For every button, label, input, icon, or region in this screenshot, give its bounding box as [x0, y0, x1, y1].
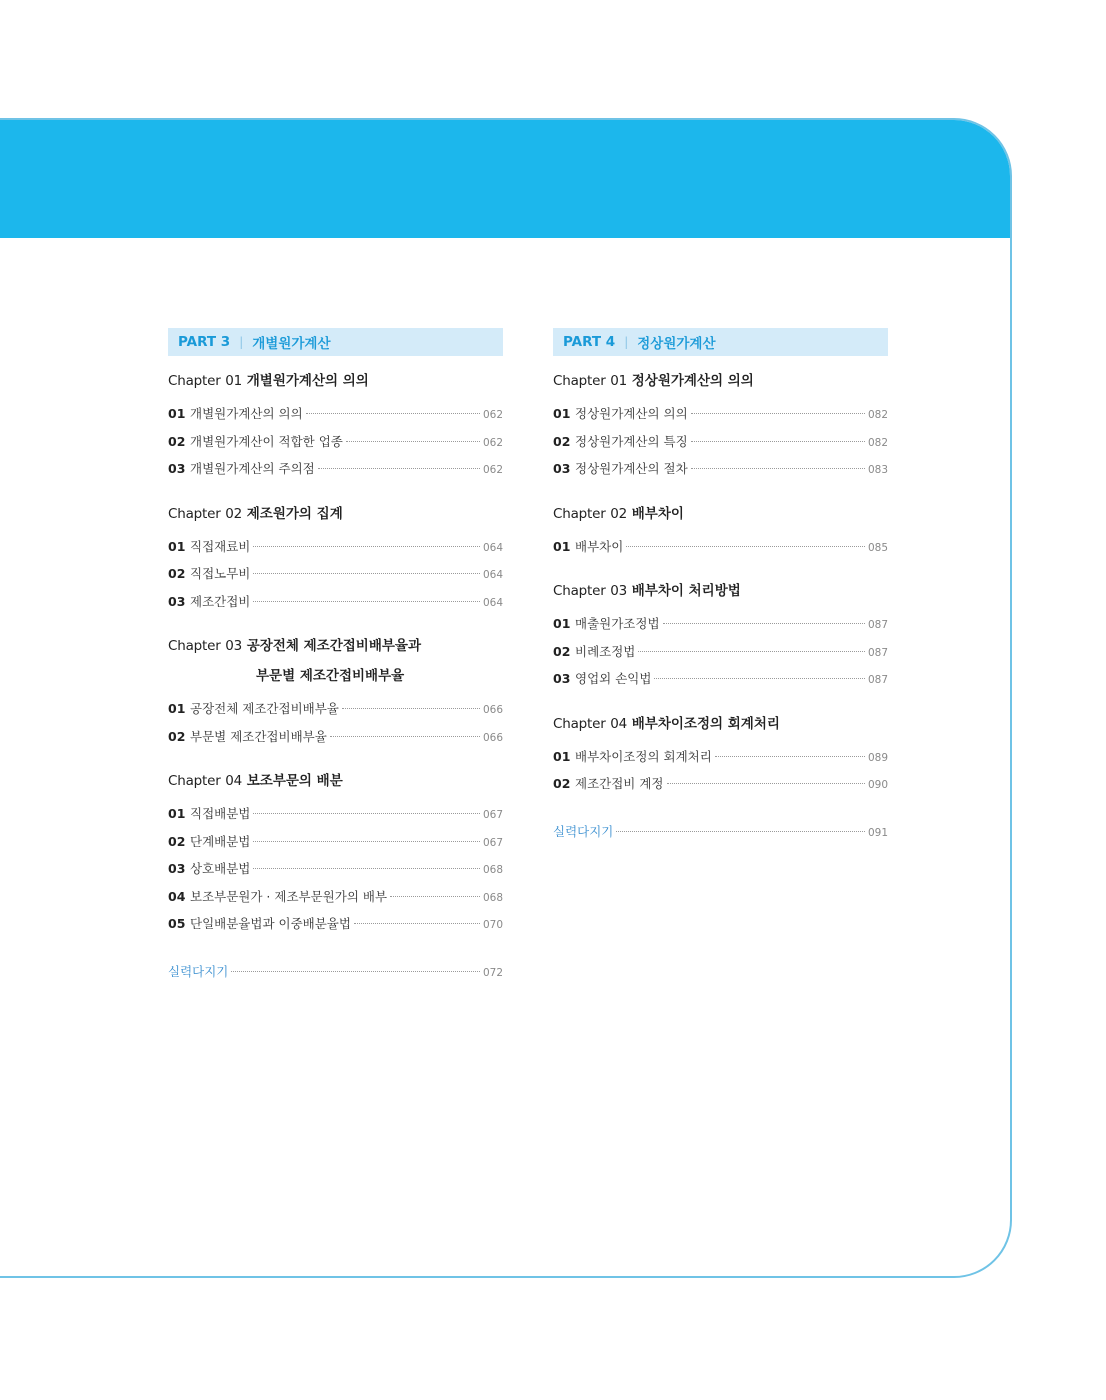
entry-page: 062 [482, 464, 503, 476]
chapter-number: 03 [225, 638, 243, 654]
chapter [553, 715, 888, 798]
chapter-word: Chapter [168, 638, 221, 654]
chapter-word: Chapter [553, 505, 606, 522]
chapter-title [168, 637, 503, 685]
entry-label: 배부차이조정의 회계처리 [575, 748, 712, 764]
entry-number: 04 [168, 888, 186, 904]
chapter-word: Chapter [168, 773, 221, 789]
entry-number: 01 [553, 406, 571, 421]
entry-label: 단계배분법 [190, 833, 251, 849]
entry-label: 정상원가계산의 의의 [575, 406, 688, 421]
chapter [553, 372, 888, 483]
toc-entry[interactable] [168, 910, 503, 938]
chapter-number: 04 [225, 773, 243, 789]
entry-page: 083 [867, 464, 888, 476]
entry-page: 085 [867, 541, 888, 554]
part-label: PART 4 [563, 334, 616, 350]
dot-leader [654, 678, 865, 679]
chapter-heading: 제조원가의 집계 [246, 505, 343, 522]
dot-leader [231, 971, 480, 972]
dot-leader [691, 441, 865, 442]
entry-page: 082 [867, 409, 888, 421]
chapter-heading: 배부차이 [631, 505, 684, 522]
toc-entry[interactable] [168, 455, 503, 483]
dot-leader [663, 623, 865, 624]
entry-number: 01 [553, 748, 571, 764]
entry-label: 제조간접비 [190, 593, 251, 609]
entry-label: 정상원가계산의 절차 [575, 461, 688, 476]
entry-page: 070 [482, 919, 503, 931]
toc-entry[interactable] [168, 883, 503, 911]
entry-number: 03 [553, 461, 571, 476]
entry-page: 068 [482, 891, 503, 904]
toc-entry[interactable] [553, 610, 888, 638]
entry-page: 062 [482, 409, 503, 421]
chapter-title [553, 582, 888, 600]
chapter-heading: 정상원가계산의 의의 [631, 373, 754, 389]
dot-leader [691, 468, 865, 469]
chapter-number: 01 [610, 373, 628, 389]
dot-leader [691, 413, 865, 414]
chapter-title [168, 772, 503, 790]
entry-page: 067 [482, 809, 503, 821]
entry-page: 066 [482, 704, 503, 716]
entry-label: 배부차이 [575, 538, 624, 554]
chapter [553, 505, 888, 561]
entry-page: 064 [482, 596, 503, 609]
entry-page: 067 [482, 836, 503, 849]
header-band [0, 120, 1010, 238]
dot-leader [330, 736, 480, 737]
toc-entry[interactable] [168, 695, 503, 723]
toc-entry[interactable] [553, 665, 888, 693]
entry-label: 부문별 제조간접비배부율 [190, 728, 327, 744]
part-header [168, 328, 503, 356]
dot-leader [667, 783, 865, 784]
toc-entry[interactable] [168, 723, 503, 751]
entry-page: 068 [482, 864, 503, 876]
toc-entry[interactable] [168, 533, 503, 561]
dot-leader [253, 601, 480, 602]
dot-leader [354, 923, 480, 924]
dot-leader [253, 841, 480, 842]
dot-leader [626, 546, 865, 547]
entry-number: 01 [168, 406, 186, 421]
entry-number: 01 [168, 806, 186, 821]
part-header [553, 328, 888, 356]
practice-page: 072 [482, 966, 503, 979]
part-separator: | [239, 335, 244, 349]
practice-entry[interactable] [168, 960, 503, 984]
chapter [168, 637, 503, 750]
chapter-heading: 개별원가계산의 의의 [246, 373, 369, 389]
part-label: PART 3 [178, 334, 231, 350]
entry-label: 개별원가계산이 적합한 업종 [190, 433, 343, 449]
entry-label: 상호배분법 [190, 861, 251, 876]
entry-number: 05 [168, 916, 186, 931]
chapter-word: Chapter [553, 715, 606, 732]
chapter-word: Chapter [553, 373, 606, 389]
toc-entry[interactable] [553, 638, 888, 666]
entry-page: 082 [867, 436, 888, 449]
practice-page: 091 [867, 826, 888, 839]
toc-entry[interactable] [168, 828, 503, 856]
dot-leader [616, 831, 865, 832]
dot-leader [253, 868, 480, 869]
entry-number: 03 [168, 461, 186, 476]
toc-entry[interactable] [168, 800, 503, 828]
dot-leader [253, 546, 480, 547]
entry-page: 087 [867, 646, 888, 659]
entry-number: 01 [553, 616, 571, 631]
entry-number: 02 [168, 728, 186, 744]
entry-page: 087 [867, 619, 888, 631]
toc-entry[interactable] [553, 533, 888, 561]
toc-entry[interactable] [168, 588, 503, 616]
entry-number: 01 [168, 538, 186, 554]
chapter-heading: 보조부문의 배분 [246, 773, 343, 789]
entry-number: 02 [553, 776, 571, 791]
toc-entry[interactable] [553, 455, 888, 483]
toc-entry[interactable] [553, 770, 888, 798]
toc-entry[interactable] [168, 855, 503, 883]
entry-number: 02 [168, 566, 186, 581]
entry-label: 개별원가계산의 주의점 [190, 461, 315, 476]
chapter-number: 02 [610, 505, 628, 522]
chapter-word: Chapter [168, 505, 221, 522]
entry-number: 03 [553, 671, 571, 686]
part-title: 정상원가계산 [637, 336, 716, 352]
chapter-number: 02 [225, 505, 243, 522]
part-separator: | [624, 335, 629, 349]
toc-entry[interactable] [553, 428, 888, 456]
toc-column-part-4 [553, 328, 888, 844]
chapter [553, 582, 888, 693]
dot-leader [306, 413, 480, 414]
chapter-heading-continued: 부문별 제조간접비배부율 [256, 668, 405, 684]
entry-page: 087 [867, 674, 888, 686]
toc-column-part-3 [168, 328, 503, 984]
toc-entry[interactable] [168, 560, 503, 588]
entry-label: 직접재료비 [190, 538, 251, 554]
dot-leader [346, 441, 480, 442]
toc-entry[interactable] [553, 743, 888, 771]
entry-label: 영업외 손익법 [575, 671, 652, 686]
part-title: 개별원가계산 [252, 336, 331, 352]
chapter-title [553, 505, 888, 523]
practice-label: 실력다지기 [553, 823, 614, 839]
dot-leader [342, 708, 480, 709]
chapter-word: Chapter [168, 373, 221, 389]
chapter [168, 772, 503, 938]
toc-entry[interactable] [168, 400, 503, 428]
entry-label: 직접노무비 [190, 566, 251, 581]
chapter-number: 03 [610, 583, 628, 599]
chapter-number: 04 [610, 715, 628, 732]
entry-label: 단일배분율법과 이중배분율법 [190, 916, 351, 931]
practice-entry[interactable] [553, 820, 888, 844]
practice-label: 실력다지기 [168, 963, 229, 979]
entry-number: 01 [168, 701, 186, 716]
entry-number: 02 [553, 643, 571, 659]
entry-number: 02 [168, 433, 186, 449]
toc-entry[interactable] [168, 428, 503, 456]
entry-number: 02 [168, 833, 186, 849]
dot-leader [253, 573, 480, 574]
chapter-title [168, 372, 503, 390]
entry-label: 정상원가계산의 특징 [575, 433, 688, 449]
entry-page: 089 [867, 751, 888, 764]
entry-label: 개별원가계산의 의의 [190, 406, 303, 421]
chapter-title [553, 715, 888, 733]
chapter [168, 372, 503, 483]
entry-page: 066 [482, 731, 503, 744]
entry-page: 064 [482, 541, 503, 554]
entry-number: 02 [553, 433, 571, 449]
entry-label: 직접배분법 [190, 806, 251, 821]
chapter-heading: 공장전체 제조간접비배부율과 [246, 638, 421, 654]
entry-label: 제조간접비 계정 [575, 776, 664, 791]
entry-label: 매출원가조정법 [575, 616, 660, 631]
entry-page: 062 [482, 436, 503, 449]
dot-leader [318, 468, 480, 469]
entry-page: 090 [867, 779, 888, 791]
chapter-title [168, 505, 503, 523]
dot-leader [638, 651, 865, 652]
entry-label: 보조부문원가 · 제조부문원가의 배부 [190, 888, 388, 904]
toc-entry[interactable] [553, 400, 888, 428]
entry-number: 01 [553, 538, 571, 554]
entry-label: 비례조정법 [575, 643, 636, 659]
entry-page: 064 [482, 569, 503, 581]
entry-label: 공장전체 제조간접비배부율 [190, 701, 339, 716]
chapter-number: 01 [225, 373, 243, 389]
chapter-heading: 배부차이조정의 회계처리 [631, 715, 780, 732]
entry-number: 03 [168, 593, 186, 609]
chapter [168, 505, 503, 616]
dot-leader [715, 756, 865, 757]
dot-leader [253, 813, 480, 814]
chapter-word: Chapter [553, 583, 606, 599]
dot-leader [390, 896, 480, 897]
chapter-title [553, 372, 888, 390]
chapter-heading: 배부차이 처리방법 [631, 583, 741, 599]
entry-number: 03 [168, 861, 186, 876]
